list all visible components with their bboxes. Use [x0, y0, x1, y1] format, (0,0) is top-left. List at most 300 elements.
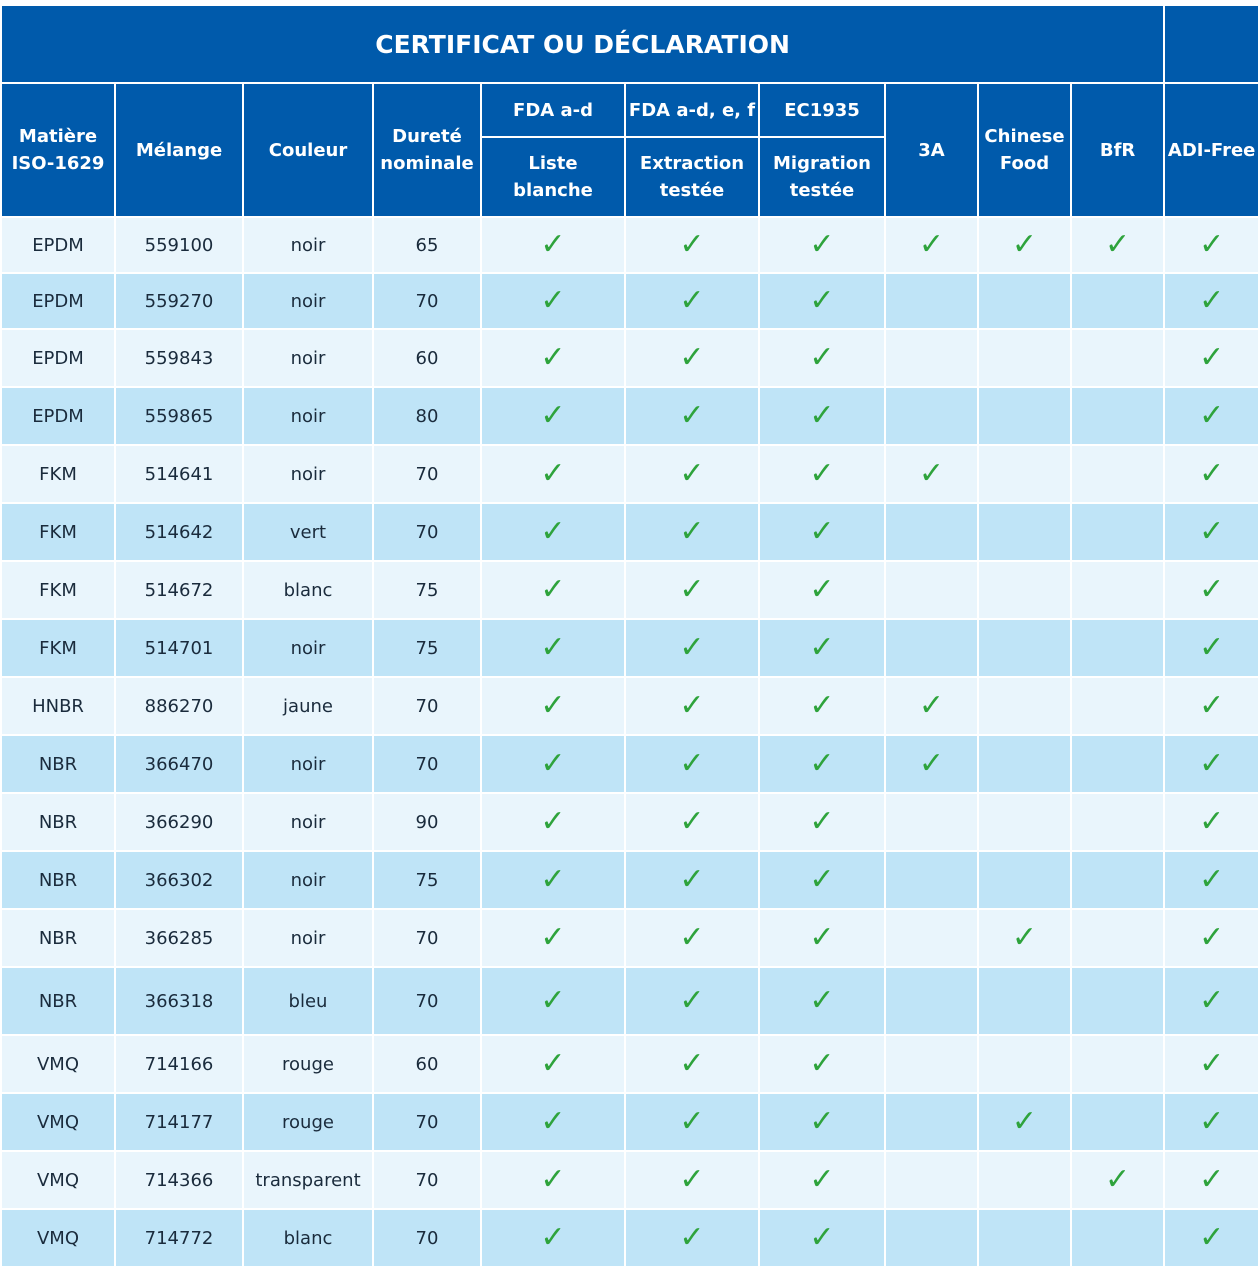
- check-adi-free-cell: [1164, 851, 1258, 909]
- check-adi-free-cell: [1164, 445, 1258, 503]
- cell-couleur: noir: [243, 851, 373, 909]
- check-chinese-food-cell: [978, 909, 1071, 967]
- check-fda-liste-cell: [481, 561, 625, 619]
- cell-couleur: blanc: [243, 561, 373, 619]
- check-chinese-food-cell: [978, 273, 1071, 329]
- cell-durete: 70: [373, 1093, 481, 1151]
- header-migration-testee: Migration testée: [759, 137, 885, 217]
- check-ec1935-migration-cell: [759, 273, 885, 329]
- check-fda-extraction-cell: [625, 1209, 759, 1267]
- table-body: [1, 217, 1258, 1267]
- check-fda-liste-cell: [481, 677, 625, 735]
- check-bfr-cell: [1071, 445, 1164, 503]
- checkmark-icon: ✓: [1105, 227, 1131, 262]
- check-bfr-cell: [1071, 851, 1164, 909]
- check-bfr-cell: [1071, 1093, 1164, 1151]
- checkmark-icon: ✓: [540, 862, 566, 897]
- checkmark-icon: ✓: [540, 227, 566, 262]
- checkmark-icon: ✓: [679, 1046, 705, 1081]
- checkmark-icon: ✓: [809, 862, 835, 897]
- checkmark-icon: ✓: [679, 340, 705, 375]
- check-adi-free-cell: [1164, 619, 1258, 677]
- cell-matiere: EPDM: [1, 329, 115, 387]
- check-ec1935-migration-cell: [759, 1093, 885, 1151]
- check-fda-liste-cell: [481, 1093, 625, 1151]
- cell-matiere: VMQ: [1, 1209, 115, 1267]
- cell-matiere: NBR: [1, 967, 115, 1035]
- cell-durete: 70: [373, 273, 481, 329]
- table-row: [1, 1093, 1258, 1151]
- check-fda-liste-cell: [481, 851, 625, 909]
- table-title: CERTIFICAT OU DÉCLARATION: [1, 5, 1164, 83]
- check-fda-extraction-cell: [625, 851, 759, 909]
- checkmark-icon: ✓: [679, 630, 705, 665]
- header-fda-adef: FDA a-d, e, f: [625, 83, 759, 137]
- check-adi-free-cell: [1164, 735, 1258, 793]
- checkmark-icon: ✓: [1105, 1162, 1131, 1197]
- check-3a-cell: [885, 735, 978, 793]
- checkmark-icon: ✓: [918, 456, 945, 491]
- header-couleur: Couleur: [243, 83, 373, 217]
- cell-couleur: bleu: [243, 967, 373, 1035]
- cell-melange: 714177: [115, 1093, 243, 1151]
- checkmark-icon: ✓: [679, 1104, 705, 1139]
- check-bfr-cell: [1071, 677, 1164, 735]
- check-3a-cell: [885, 851, 978, 909]
- checkmark-icon: ✓: [540, 572, 566, 607]
- check-chinese-food-cell: [978, 561, 1071, 619]
- check-fda-extraction-cell: [625, 967, 759, 1035]
- cell-couleur: noir: [243, 909, 373, 967]
- checkmark-icon: ✓: [1011, 1104, 1038, 1139]
- check-fda-liste-cell: [481, 217, 625, 273]
- cell-melange: 559843: [115, 329, 243, 387]
- check-fda-extraction-cell: [625, 735, 759, 793]
- cell-durete: 65: [373, 217, 481, 273]
- check-fda-extraction-cell: [625, 445, 759, 503]
- header-durete: Dureté nominale: [373, 83, 481, 217]
- checkmark-icon: ✓: [679, 283, 705, 318]
- cell-durete: 60: [373, 1035, 481, 1093]
- check-3a-cell: [885, 677, 978, 735]
- cell-matiere: NBR: [1, 793, 115, 851]
- cell-matiere: FKM: [1, 503, 115, 561]
- checkmark-icon: ✓: [540, 630, 566, 665]
- checkmark-icon: ✓: [540, 1046, 566, 1081]
- cell-melange: 514642: [115, 503, 243, 561]
- cell-matiere: FKM: [1, 445, 115, 503]
- checkmark-icon: ✓: [679, 1162, 705, 1197]
- check-fda-liste-cell: [481, 503, 625, 561]
- checkmark-icon: ✓: [809, 746, 835, 781]
- header-liste-blanche: Liste blanche: [481, 137, 625, 217]
- checkmark-icon: ✓: [540, 1162, 566, 1197]
- checkmark-icon: ✓: [809, 283, 835, 318]
- check-ec1935-migration-cell: [759, 793, 885, 851]
- cell-couleur: noir: [243, 445, 373, 503]
- table-row: [1, 793, 1258, 851]
- checkmark-icon: ✓: [809, 514, 835, 549]
- check-adi-free-cell: [1164, 273, 1258, 329]
- checkmark-icon: ✓: [1199, 862, 1225, 897]
- cell-durete: 80: [373, 387, 481, 445]
- check-3a-cell: [885, 1151, 978, 1209]
- checkmark-icon: ✓: [540, 514, 566, 549]
- cell-couleur: vert: [243, 503, 373, 561]
- check-adi-free-cell: [1164, 387, 1258, 445]
- check-adi-free-cell: [1164, 1093, 1258, 1151]
- checkmark-icon: ✓: [809, 1104, 835, 1139]
- cell-matiere: EPDM: [1, 217, 115, 273]
- cell-couleur: noir: [243, 217, 373, 273]
- cell-matiere: NBR: [1, 851, 115, 909]
- check-adi-free-cell: [1164, 1035, 1258, 1093]
- header-bfr: BfR: [1071, 83, 1164, 217]
- check-chinese-food-cell: [978, 1035, 1071, 1093]
- check-fda-extraction-cell: [625, 217, 759, 273]
- check-fda-liste-cell: [481, 1209, 625, 1267]
- checkmark-icon: ✓: [679, 862, 705, 897]
- check-bfr-cell: [1071, 735, 1164, 793]
- cell-durete: 75: [373, 561, 481, 619]
- table-row: [1, 735, 1258, 793]
- checkmark-icon: ✓: [1011, 920, 1038, 955]
- checkmark-icon: ✓: [809, 1046, 835, 1081]
- cell-durete: 75: [373, 851, 481, 909]
- cell-melange: 559865: [115, 387, 243, 445]
- header-melange: Mélange: [115, 83, 243, 217]
- cell-matiere: VMQ: [1, 1151, 115, 1209]
- cell-durete: 70: [373, 677, 481, 735]
- check-adi-free-cell: [1164, 1151, 1258, 1209]
- check-fda-liste-cell: [481, 735, 625, 793]
- cell-couleur: rouge: [243, 1093, 373, 1151]
- check-chinese-food-cell: [978, 445, 1071, 503]
- check-3a-cell: [885, 1035, 978, 1093]
- cell-durete: 70: [373, 735, 481, 793]
- cell-matiere: VMQ: [1, 1093, 115, 1151]
- check-3a-cell: [885, 1093, 978, 1151]
- check-chinese-food-cell: [978, 1209, 1071, 1267]
- checkmark-icon: ✓: [679, 398, 705, 433]
- check-chinese-food-cell: [978, 217, 1071, 273]
- header-matiere: Matière ISO-1629: [1, 83, 115, 217]
- cell-couleur: noir: [243, 619, 373, 677]
- checkmark-icon: ✓: [679, 456, 705, 491]
- check-fda-extraction-cell: [625, 677, 759, 735]
- header-extraction-testee: Extraction testée: [625, 137, 759, 217]
- check-ec1935-migration-cell: [759, 967, 885, 1035]
- cell-matiere: EPDM: [1, 387, 115, 445]
- checkmark-icon: ✓: [1199, 514, 1225, 549]
- check-chinese-food-cell: [978, 329, 1071, 387]
- check-ec1935-migration-cell: [759, 1209, 885, 1267]
- checkmark-icon: ✓: [679, 688, 705, 723]
- table-row: [1, 273, 1258, 329]
- cell-matiere: VMQ: [1, 1035, 115, 1093]
- check-fda-extraction-cell: [625, 329, 759, 387]
- check-fda-extraction-cell: [625, 273, 759, 329]
- cell-matiere: FKM: [1, 619, 115, 677]
- check-chinese-food-cell: [978, 793, 1071, 851]
- checkmark-icon: ✓: [809, 983, 835, 1018]
- checkmark-icon: ✓: [1199, 630, 1225, 665]
- check-fda-extraction-cell: [625, 793, 759, 851]
- check-3a-cell: [885, 793, 978, 851]
- cell-melange: 514641: [115, 445, 243, 503]
- cell-melange: 559100: [115, 217, 243, 273]
- cell-couleur: noir: [243, 735, 373, 793]
- check-ec1935-migration-cell: [759, 445, 885, 503]
- checkmark-icon: ✓: [679, 746, 705, 781]
- check-bfr-cell: [1071, 1209, 1164, 1267]
- check-adi-free-cell: [1164, 793, 1258, 851]
- checkmark-icon: ✓: [809, 1162, 835, 1197]
- table-row: [1, 909, 1258, 967]
- check-ec1935-migration-cell: [759, 619, 885, 677]
- check-fda-extraction-cell: [625, 1151, 759, 1209]
- cell-durete: 70: [373, 1209, 481, 1267]
- cell-melange: 714366: [115, 1151, 243, 1209]
- table-row: [1, 677, 1258, 735]
- check-ec1935-migration-cell: [759, 909, 885, 967]
- checkmark-icon: ✓: [679, 983, 705, 1018]
- cell-melange: 559270: [115, 273, 243, 329]
- check-fda-extraction-cell: [625, 619, 759, 677]
- cell-melange: 886270: [115, 677, 243, 735]
- cell-couleur: rouge: [243, 1035, 373, 1093]
- cell-couleur: noir: [243, 329, 373, 387]
- check-3a-cell: [885, 273, 978, 329]
- cell-couleur: noir: [243, 273, 373, 329]
- checkmark-icon: ✓: [679, 227, 705, 262]
- check-fda-liste-cell: [481, 1035, 625, 1093]
- check-adi-free-cell: [1164, 909, 1258, 967]
- cell-couleur: blanc: [243, 1209, 373, 1267]
- check-ec1935-migration-cell: [759, 735, 885, 793]
- checkmark-icon: ✓: [540, 1220, 566, 1255]
- check-fda-extraction-cell: [625, 909, 759, 967]
- checkmark-icon: ✓: [540, 340, 566, 375]
- check-ec1935-migration-cell: [759, 851, 885, 909]
- table-row: [1, 561, 1258, 619]
- cell-melange: 366285: [115, 909, 243, 967]
- checkmark-icon: ✓: [1199, 1046, 1225, 1081]
- check-bfr-cell: [1071, 561, 1164, 619]
- checkmark-icon: ✓: [1199, 456, 1225, 491]
- cell-couleur: jaune: [243, 677, 373, 735]
- header-fda-ad: FDA a-d: [481, 83, 625, 137]
- check-3a-cell: [885, 561, 978, 619]
- check-ec1935-migration-cell: [759, 387, 885, 445]
- table-row: [1, 619, 1258, 677]
- check-ec1935-migration-cell: [759, 1151, 885, 1209]
- check-ec1935-migration-cell: [759, 1035, 885, 1093]
- cell-durete: 70: [373, 445, 481, 503]
- check-adi-free-cell: [1164, 561, 1258, 619]
- checkmark-icon: ✓: [679, 804, 705, 839]
- certification-table: [0, 4, 1258, 1268]
- check-chinese-food-cell: [978, 503, 1071, 561]
- check-fda-liste-cell: [481, 387, 625, 445]
- check-bfr-cell: [1071, 329, 1164, 387]
- check-adi-free-cell: [1164, 503, 1258, 561]
- table-row: [1, 1209, 1258, 1267]
- check-fda-extraction-cell: [625, 1035, 759, 1093]
- header-chinese-food: Chinese Food: [978, 83, 1071, 217]
- title-corner-cell: [1164, 5, 1258, 83]
- checkmark-icon: ✓: [1199, 1162, 1225, 1197]
- check-fda-liste-cell: [481, 1151, 625, 1209]
- checkmark-icon: ✓: [679, 1220, 705, 1255]
- cell-melange: 514672: [115, 561, 243, 619]
- cell-matiere: FKM: [1, 561, 115, 619]
- check-chinese-food-cell: [978, 387, 1071, 445]
- checkmark-icon: ✓: [540, 398, 566, 433]
- check-chinese-food-cell: [978, 677, 1071, 735]
- checkmark-icon: ✓: [1199, 746, 1225, 781]
- checkmark-icon: ✓: [1199, 227, 1225, 262]
- check-bfr-cell: [1071, 217, 1164, 273]
- check-fda-liste-cell: [481, 967, 625, 1035]
- check-bfr-cell: [1071, 619, 1164, 677]
- checkmark-icon: ✓: [540, 688, 566, 723]
- check-ec1935-migration-cell: [759, 677, 885, 735]
- cell-melange: 514701: [115, 619, 243, 677]
- check-bfr-cell: [1071, 503, 1164, 561]
- cell-melange: 366318: [115, 967, 243, 1035]
- check-3a-cell: [885, 503, 978, 561]
- table-row: [1, 387, 1258, 445]
- checkmark-icon: ✓: [809, 572, 835, 607]
- check-fda-liste-cell: [481, 619, 625, 677]
- cell-matiere: EPDM: [1, 273, 115, 329]
- cell-durete: 70: [373, 1151, 481, 1209]
- header-adi-free: ADI-Free: [1164, 83, 1258, 217]
- checkmark-icon: ✓: [1011, 227, 1038, 262]
- checkmark-icon: ✓: [809, 340, 835, 375]
- checkmark-icon: ✓: [809, 456, 835, 491]
- table-row: [1, 445, 1258, 503]
- table-row: [1, 851, 1258, 909]
- cell-couleur: noir: [243, 387, 373, 445]
- cell-melange: 366290: [115, 793, 243, 851]
- check-3a-cell: [885, 909, 978, 967]
- checkmark-icon: ✓: [918, 688, 945, 723]
- table-row: [1, 329, 1258, 387]
- check-fda-extraction-cell: [625, 387, 759, 445]
- checkmark-icon: ✓: [809, 804, 835, 839]
- check-bfr-cell: [1071, 793, 1164, 851]
- check-fda-extraction-cell: [625, 503, 759, 561]
- checkmark-icon: ✓: [1199, 1104, 1225, 1139]
- checkmark-icon: ✓: [809, 398, 835, 433]
- check-fda-liste-cell: [481, 329, 625, 387]
- check-chinese-food-cell: [978, 967, 1071, 1035]
- checkmark-icon: ✓: [1199, 983, 1225, 1018]
- check-fda-liste-cell: [481, 445, 625, 503]
- check-bfr-cell: [1071, 273, 1164, 329]
- checkmark-icon: ✓: [679, 920, 705, 955]
- cell-durete: 70: [373, 503, 481, 561]
- check-adi-free-cell: [1164, 1209, 1258, 1267]
- table-row: [1, 967, 1258, 1035]
- checkmark-icon: ✓: [540, 746, 566, 781]
- check-fda-extraction-cell: [625, 561, 759, 619]
- checkmark-icon: ✓: [1199, 804, 1225, 839]
- table-row: [1, 1151, 1258, 1209]
- cell-melange: 366470: [115, 735, 243, 793]
- check-adi-free-cell: [1164, 329, 1258, 387]
- checkmark-icon: ✓: [540, 804, 566, 839]
- check-fda-liste-cell: [481, 273, 625, 329]
- checkmark-icon: ✓: [679, 572, 705, 607]
- check-chinese-food-cell: [978, 1093, 1071, 1151]
- checkmark-icon: ✓: [809, 688, 835, 723]
- checkmark-icon: ✓: [809, 630, 835, 665]
- header-ec1935: EC1935: [759, 83, 885, 137]
- check-bfr-cell: [1071, 909, 1164, 967]
- check-ec1935-migration-cell: [759, 329, 885, 387]
- checkmark-icon: ✓: [809, 920, 835, 955]
- checkmark-icon: ✓: [1199, 1220, 1225, 1255]
- checkmark-icon: ✓: [540, 283, 566, 318]
- checkmark-icon: ✓: [540, 456, 566, 491]
- cell-matiere: NBR: [1, 909, 115, 967]
- table-row: [1, 217, 1258, 273]
- check-ec1935-migration-cell: [759, 561, 885, 619]
- cell-durete: 70: [373, 909, 481, 967]
- check-adi-free-cell: [1164, 217, 1258, 273]
- check-3a-cell: [885, 445, 978, 503]
- cell-couleur: transparent: [243, 1151, 373, 1209]
- check-chinese-food-cell: [978, 619, 1071, 677]
- check-adi-free-cell: [1164, 967, 1258, 1035]
- check-bfr-cell: [1071, 387, 1164, 445]
- checkmark-icon: ✓: [540, 920, 566, 955]
- check-fda-liste-cell: [481, 909, 625, 967]
- check-chinese-food-cell: [978, 851, 1071, 909]
- checkmark-icon: ✓: [540, 983, 566, 1018]
- table-row: [1, 1035, 1258, 1093]
- check-fda-liste-cell: [481, 793, 625, 851]
- checkmark-icon: ✓: [540, 1104, 566, 1139]
- header-3a: 3A: [885, 83, 978, 217]
- checkmark-icon: ✓: [679, 514, 705, 549]
- check-3a-cell: [885, 329, 978, 387]
- check-bfr-cell: [1071, 967, 1164, 1035]
- check-fda-extraction-cell: [625, 1093, 759, 1151]
- check-ec1935-migration-cell: [759, 217, 885, 273]
- checkmark-icon: ✓: [809, 227, 835, 262]
- check-3a-cell: [885, 619, 978, 677]
- checkmark-icon: ✓: [1199, 920, 1225, 955]
- check-chinese-food-cell: [978, 735, 1071, 793]
- cell-durete: 70: [373, 967, 481, 1035]
- check-bfr-cell: [1071, 1035, 1164, 1093]
- check-adi-free-cell: [1164, 677, 1258, 735]
- check-3a-cell: [885, 967, 978, 1035]
- table-row: [1, 503, 1258, 561]
- cell-couleur: noir: [243, 793, 373, 851]
- checkmark-icon: ✓: [1199, 398, 1225, 433]
- checkmark-icon: ✓: [1199, 340, 1225, 375]
- check-ec1935-migration-cell: [759, 503, 885, 561]
- cell-melange: 714772: [115, 1209, 243, 1267]
- cell-melange: 366302: [115, 851, 243, 909]
- check-3a-cell: [885, 217, 978, 273]
- check-3a-cell: [885, 387, 978, 445]
